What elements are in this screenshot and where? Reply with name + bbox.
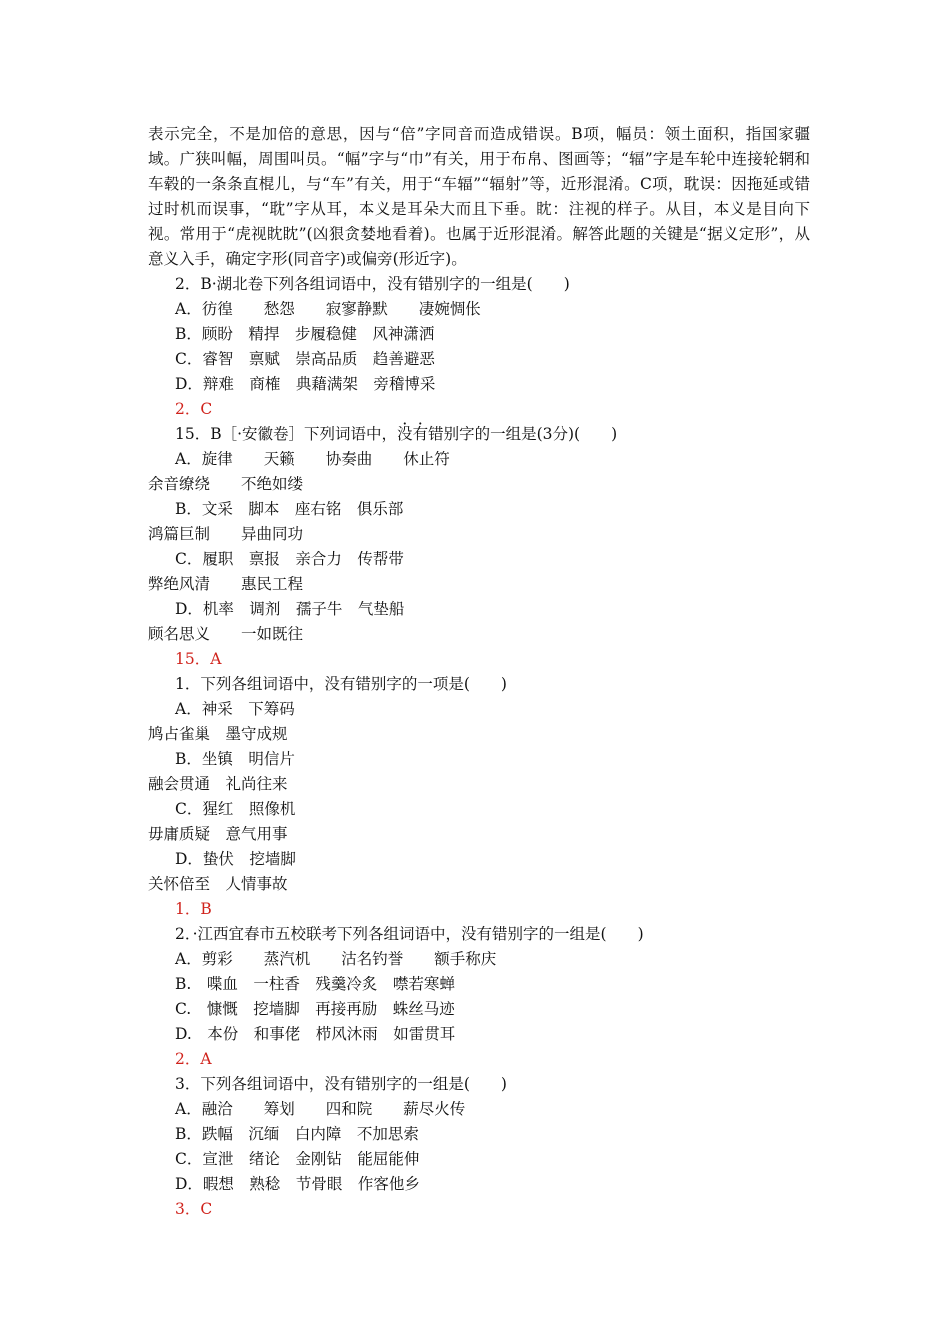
stem-emphasis: 没有 [397, 425, 429, 443]
option-a: A．神采 下筹码 [175, 700, 295, 718]
option-d: D．机率 调剂 孺子牛 气垫船 [175, 600, 405, 618]
question-2-hubei [148, 272, 810, 422]
answer: 15．A [175, 650, 222, 668]
question-stem: 2．B·湖北卷下列各组词语中，没有错别字的一组是( ) [175, 275, 570, 293]
option-c: C．睿智 禀赋 崇高品质 趋善避恶 [175, 350, 435, 368]
answer: 2．A [175, 1050, 212, 1068]
question-stem [148, 422, 810, 447]
option-a: A．剪彩 蒸汽机 沽名钓誉 额手称庆 [175, 950, 497, 968]
answer: 1．B [175, 900, 212, 918]
stem-part: 15．B［·安徽卷］下列词语中， [175, 425, 398, 443]
option-c: C．猩红 照像机 [175, 800, 296, 818]
option-b-cont: 融会贯通 礼尚往来 [148, 775, 288, 793]
option-b: B．文采 脚本 座右铭 俱乐部 [175, 500, 404, 518]
option-a: A．彷徨 愁怨 寂寥静默 凄婉惆伥 [175, 300, 481, 318]
option-c: C．履职 禀报 亲合力 传帮带 [175, 550, 404, 568]
question-stem: 1．下列各组词语中，没有错别字的一项是( ) [175, 675, 507, 693]
question-stem: 2．·江西宜春市五校联考下列各组词语中，没有错别字的一组是( ) [175, 925, 644, 943]
question-stem: 3．下列各组词语中，没有错别字的一组是( ) [175, 1075, 507, 1093]
option-d-cont: 关怀倍至 人情事故 [148, 875, 288, 893]
question-1 [148, 672, 810, 922]
option-c: C. 慷慨 挖墙脚 再接再励 蛛丝马迹 [175, 1000, 455, 1018]
answer: 3．C [175, 1200, 213, 1218]
option-a-cont: 余音缭绕 不绝如缕 [148, 475, 304, 493]
option-a: A．旋律 天籁 协奏曲 休止符 [175, 450, 450, 468]
option-a: A．融洽 筹划 四和院 薪尽火传 [175, 1100, 466, 1118]
option-b-cont: 鸿篇巨制 异曲同功 [148, 525, 304, 543]
option-d: D．蛰伏 挖墙脚 [175, 850, 296, 868]
option-c-cont: 弊绝风清 惠民工程 [148, 575, 304, 593]
option-c-cont: 毋庸质疑 意气用事 [148, 825, 288, 843]
option-d-cont: 顾名思义 一如既往 [148, 625, 304, 643]
option-d: D．辩难 商榷 典藉满架 旁稽博采 [175, 375, 436, 393]
option-a-cont: 鸠占雀巢 墨守成规 [148, 725, 288, 743]
document-page [148, 122, 810, 1222]
option-b: B．顾盼 精捍 步履稳健 风神潇洒 [175, 325, 435, 343]
option-d: D．暇想 熟稔 节骨眼 作客他乡 [175, 1175, 420, 1193]
option-b: B. 喋血 一柱香 残羹冷炙 噤若寒蝉 [175, 975, 455, 993]
option-d: D. 本份 和事佬 栉风沐雨 如雷贯耳 [175, 1025, 456, 1043]
option-c: C．宣泄 绪论 金刚钻 能屈能伸 [175, 1150, 420, 1168]
stem-part: 错别字的一组是(3分)( ) [428, 425, 618, 443]
option-b: B．坐镇 明信片 [175, 750, 295, 768]
intro-paragraph: 表示完全，不是加倍的意思，因与“倍”字同音而造成错误。B项，幅员：领土面积，指国家疆域。广狭叫幅，周围叫员。“幅”字与“巾”有关，用于布帛、图画等；“辐”字是车轮中连接轮辋和车毂的一条条直棍儿，与“车”有关，用于“车辐”“辐射”等，近形混淆。C项，耽误：因拖延或错过时机而误事，“耽”字从耳，本义是耳朵大而且下垂。眈：注视的样子。从目，本义是目向下视。常用于“虎视眈眈”(凶狠贪婪地看着)。也属于近形混淆。解答此题的关键是“据义定形”，从意义入手，确定字形(同音字)或偏旁(形近字)。 [148, 125, 810, 268]
question-15-anhui [148, 422, 810, 672]
question-2-jiangxi [148, 922, 810, 1072]
answer: 2．C [175, 400, 213, 418]
option-b: B．跌幅 沉缅 白内障 不加思索 [175, 1125, 419, 1143]
question-3 [148, 1072, 810, 1222]
